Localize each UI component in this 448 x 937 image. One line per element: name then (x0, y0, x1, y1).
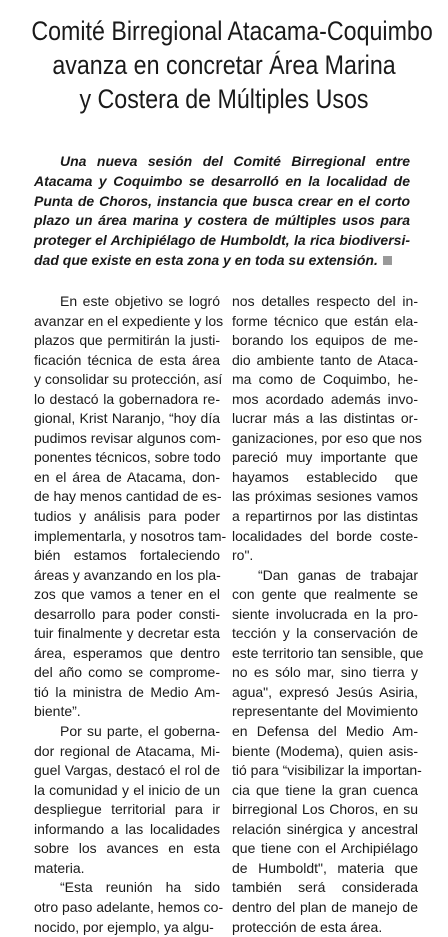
body-line: ponentes técnicos, sobre todo (34, 448, 220, 468)
body-line: cia que tiene la gran cuenca (232, 781, 418, 801)
body-line: de Humboldt", materia que (232, 859, 418, 879)
body-line: nos detalles respecto del in- (232, 292, 418, 312)
body-line: área, esperamos que dentro (34, 644, 220, 664)
body-line: localidades del borde coste- (232, 527, 418, 547)
lead-line: proteger el Archipiélago de Humboldt, la rica biodiversi- (34, 231, 410, 251)
body-line: sobre los avances en esta (34, 839, 220, 859)
body-line: tuir finalmente y decretar esta (34, 624, 220, 644)
body-line: otro paso adelante, hemos co- (34, 898, 220, 918)
body-line: gional, Krist Naranjo, “hoy día (34, 409, 220, 429)
article-title (31, 14, 416, 116)
body-line: representante del Movimiento (232, 702, 418, 722)
body-line: ganizaciones, por eso que nos (232, 429, 418, 449)
body-line: tió la ministra de Medio Am- (34, 683, 220, 703)
body-line: En este objetivo se logró (34, 292, 220, 312)
body-line: este territorio tan sensible, que (232, 644, 418, 664)
body-line: y consolidar su protección, así (34, 370, 220, 390)
body-line: materia. (34, 859, 220, 879)
body-line: protección de esta área. (232, 918, 418, 937)
body-line: birregional Los Choros, en su (232, 800, 418, 820)
body-line: ficación técnica de esta área (34, 351, 220, 371)
body-line: siente involucrada en la pro- (232, 605, 418, 625)
body-line: no es sólo mar, sino tierra y (232, 663, 418, 683)
title-line: Comité Birregional Atacama-Coquimbo (31, 14, 416, 48)
body-line: dor regional de Atacama, Mi- (34, 742, 220, 762)
body-line: agua", expresó Jesús Asiria, (232, 683, 418, 703)
body-line: bién estamos fortaleciendo (34, 546, 220, 566)
body-column-right (232, 292, 418, 937)
title-line: avanza en concretar Área Marina (31, 48, 416, 82)
title-line: y Costera de Múltiples Usos (31, 82, 416, 116)
body-line: con gente que realmente se (232, 585, 418, 605)
body-line: zos que vamos a tener en el (34, 585, 220, 605)
body-line: guel Vargas, destacó el rol de (34, 761, 220, 781)
body-line: de hay menos cantidad de es- (34, 487, 220, 507)
body-line: dio ambiente tanto de Ataca- (232, 351, 418, 371)
lead-line: Punta de Choros, instancia que busca crear en el corto (34, 192, 410, 212)
body-line: que tiene con el Archipiélago (232, 839, 418, 859)
body-line: tudios y análisis para poder (34, 507, 220, 527)
lead-line: Una nueva sesión del Comité Birregional entre (34, 152, 410, 172)
body-column-left (34, 292, 220, 937)
body-line: informando a las localidades (34, 820, 220, 840)
lead-line: Atacama y Coquimbo se desarrolló en la localidad de (34, 172, 410, 192)
body-line: pareció muy importante que (232, 448, 418, 468)
body-line: ro". (232, 546, 418, 566)
body-line: implementarla, y nosotros tam- (34, 527, 220, 547)
body-line: en el área de Atacama, don- (34, 468, 220, 488)
body-line: desarrollo para poder consti- (34, 605, 220, 625)
body-line: borando los equipos de me- (232, 331, 418, 351)
body-line: lo destacó la gobernadora re- (34, 390, 220, 410)
end-square-icon (383, 256, 392, 265)
body-line: lucrar más a las distintas or- (232, 409, 418, 429)
body-line: avanzar en el expediente y los (34, 312, 220, 332)
body-line: biente (Modema), quien asis- (232, 742, 418, 762)
lead-line: plazo un área marina y costera de múltiples usos para (34, 211, 410, 231)
body-line: áreas y avanzando en los pla- (34, 566, 220, 586)
body-line: a repartirnos por las distintas (232, 507, 418, 527)
body-line: pudimos revisar algunos com- (34, 429, 220, 449)
body-line: tección y la conservación de (232, 624, 418, 644)
body-line: “Esta reunión ha sido (34, 878, 220, 898)
body-line: la comunidad y el inicio de un (34, 781, 220, 801)
body-line: nocido, por ejemplo, ya algu- (34, 918, 220, 937)
body-line: plazos que permitirán la justi- (34, 331, 220, 351)
body-line: ma como de Coquimbo, he- (232, 370, 418, 390)
body-line: tió para “visibilizar la importan- (232, 761, 418, 781)
body-line: “Dan ganas de trabajar (232, 566, 418, 586)
body-line: mos acordado además invo- (232, 390, 418, 410)
body-line: biente”. (34, 702, 220, 722)
body-line: hayamos establecido que (232, 468, 418, 488)
body-line: forme técnico que están ela- (232, 312, 418, 332)
body-line: despliegue territorial para ir (34, 800, 220, 820)
body-line: en Defensa del Medio Am- (232, 722, 418, 742)
body-line: dentro del plan de manejo de (232, 898, 418, 918)
body-line: Por su parte, el goberna- (34, 722, 220, 742)
article-lead (34, 152, 410, 271)
lead-line: dad que existe en esta zona y en toda su extensión. (34, 251, 410, 271)
lead-text (34, 152, 410, 271)
body-line: las próximas sesiones vamos (232, 487, 418, 507)
body-line: también será considerada (232, 878, 418, 898)
body-line: del año como se comprome- (34, 663, 220, 683)
body-line: relación sinérgica y ancestral (232, 820, 418, 840)
